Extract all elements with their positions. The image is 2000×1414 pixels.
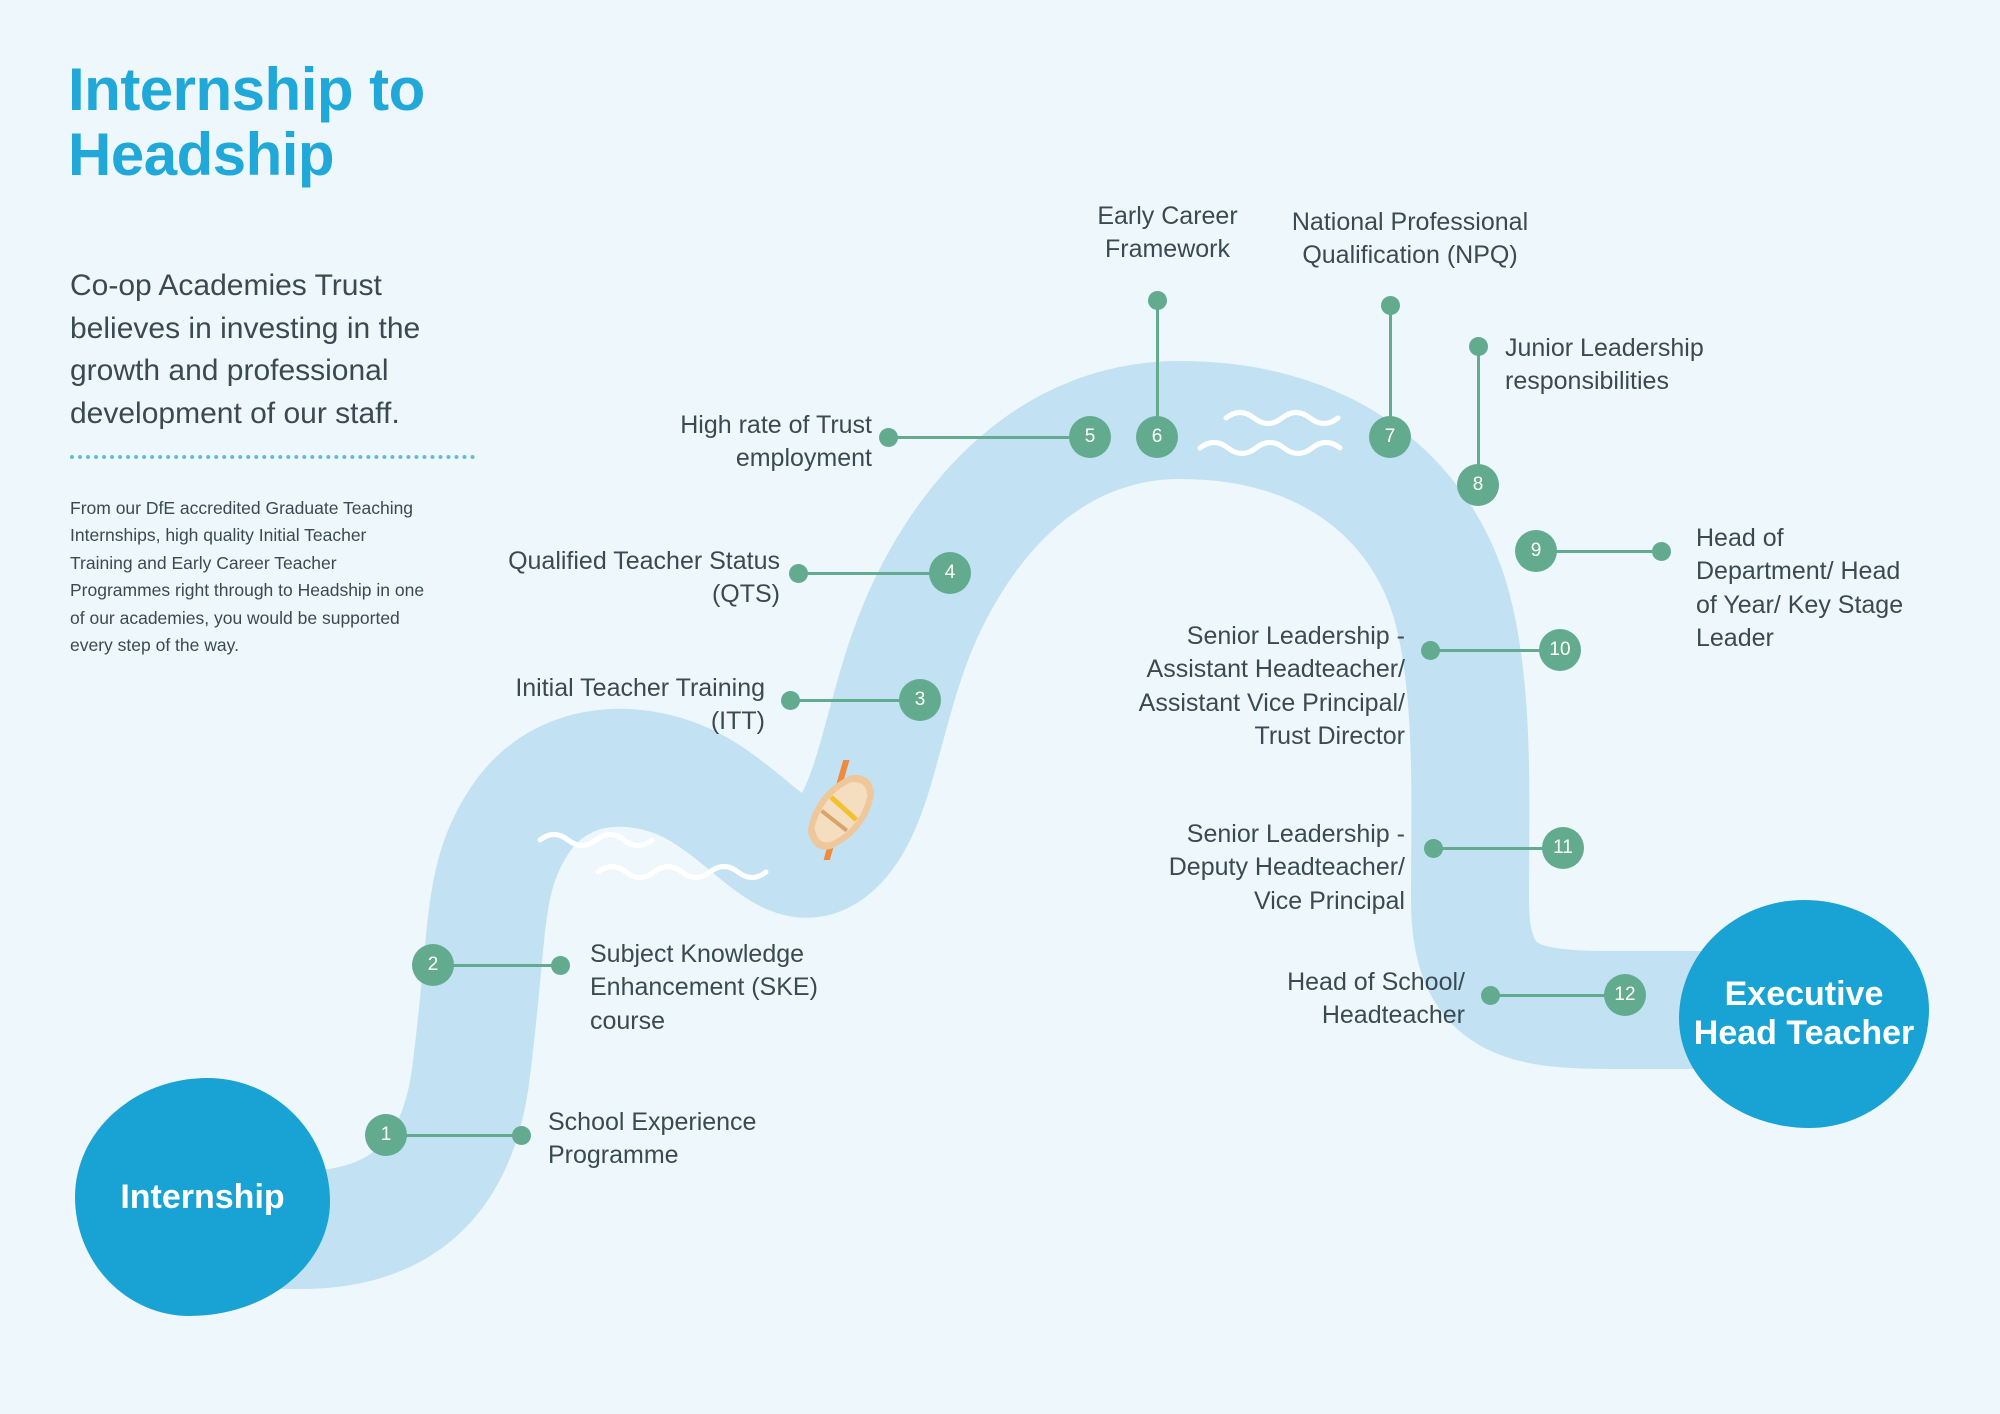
milestone-label-10: Senior Leadership - Assistant Headteacher/ Assistant Vice Principal/ Trust Director xyxy=(1138,622,1405,750)
connector-5 xyxy=(888,436,1090,439)
milestone-node-8[interactable]: 8 xyxy=(1457,464,1499,506)
dot-12 xyxy=(1481,986,1500,1005)
end-bubble-executive-head-teacher xyxy=(1679,900,1929,1128)
page-title: Internship to Headship xyxy=(68,56,425,188)
dot-2 xyxy=(551,956,570,975)
milestone-node-6[interactable]: 6 xyxy=(1136,416,1178,458)
end-bubble-label: Executive Head Teacher xyxy=(1693,975,1915,1052)
dot-8 xyxy=(1469,337,1488,356)
milestone-node-2[interactable]: 2 xyxy=(412,944,454,986)
connector-4 xyxy=(798,572,950,575)
milestone-node-12[interactable]: 12 xyxy=(1604,974,1646,1016)
dot-10 xyxy=(1421,641,1440,660)
milestone-node-7[interactable]: 7 xyxy=(1369,416,1411,458)
intro-paragraph: Co-op Academies Trust believes in investing in the growth and professional development of our staff. xyxy=(70,269,421,430)
rowing-boat-icon xyxy=(795,760,885,860)
dot-9 xyxy=(1652,542,1671,561)
start-bubble-label: Internship xyxy=(120,1177,285,1216)
milestone-label-9: Head of Department/ Head of Year/ Key Stage Leader xyxy=(1696,524,1904,652)
dot-5 xyxy=(879,428,898,447)
milestone-node-3[interactable]: 3 xyxy=(899,679,941,721)
connector-1 xyxy=(399,1134,521,1137)
body-paragraph: From our DfE accredited Graduate Teaching Internships, high quality Initial Teacher Training and Early Career Teacher Programmes right through to Headship in one of our academies, you would be supported every step of the way. xyxy=(70,498,425,656)
milestone-label-1: School Experience Programme xyxy=(548,1108,757,1170)
milestone-label-12: Head of School/ Headteacher xyxy=(1287,968,1465,1030)
milestone-label-11: Senior Leadership - Deputy Headteacher/ Vice Principal xyxy=(1168,820,1405,915)
dot-1 xyxy=(512,1126,531,1145)
milestone-node-4[interactable]: 4 xyxy=(929,552,971,594)
milestone-label-6: Early Career Framework xyxy=(1097,202,1238,264)
milestone-label-7: National Professional Qualification (NPQ) xyxy=(1291,208,1529,270)
dot-4 xyxy=(789,564,808,583)
dot-3 xyxy=(781,691,800,710)
milestone-label-5: High rate of Trust employment xyxy=(680,411,872,473)
dot-6 xyxy=(1148,291,1167,310)
milestone-label-8: Junior Leadership responsibilities xyxy=(1505,334,1704,396)
dot-11 xyxy=(1424,839,1443,858)
dot-7 xyxy=(1381,296,1400,315)
milestone-label-2: Subject Knowledge Enhancement (SKE) course xyxy=(590,940,818,1035)
milestone-node-5[interactable]: 5 xyxy=(1069,416,1111,458)
dotted-divider xyxy=(70,455,475,463)
milestone-label-3: Initial Teacher Training (ITT) xyxy=(515,674,765,736)
milestone-label-4: Qualified Teacher Status (QTS) xyxy=(508,547,780,609)
milestone-node-10[interactable]: 10 xyxy=(1539,629,1581,671)
milestone-node-1[interactable]: 1 xyxy=(365,1114,407,1156)
milestone-node-9[interactable]: 9 xyxy=(1515,530,1557,572)
milestone-node-11[interactable]: 11 xyxy=(1542,827,1584,869)
